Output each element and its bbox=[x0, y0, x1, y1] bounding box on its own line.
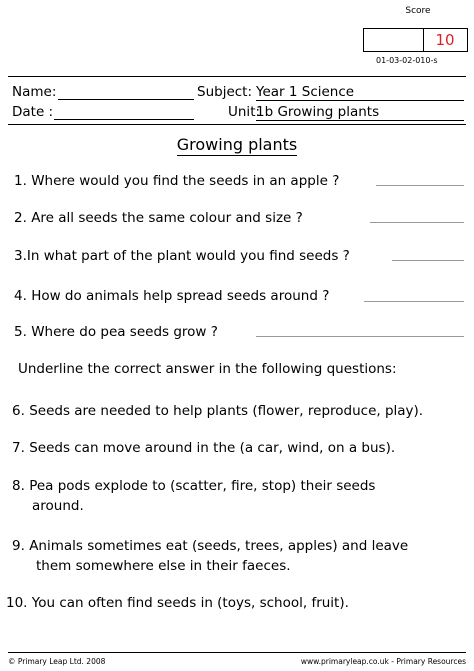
unit-label: Unit: bbox=[228, 104, 261, 120]
answer-line-3[interactable] bbox=[392, 247, 464, 261]
question-5: 5. Where do pea seeds grow ? bbox=[14, 324, 218, 340]
answer-line-1[interactable] bbox=[376, 172, 464, 186]
mc-question-8: 8. Pea pods explode to (scatter, fire, stop) their seeds bbox=[12, 478, 376, 494]
answer-line-5[interactable] bbox=[256, 323, 464, 337]
instruction-text: Underline the correct answer in the following questions: bbox=[18, 361, 397, 377]
answer-line-4[interactable] bbox=[364, 288, 464, 302]
score-box bbox=[363, 28, 468, 52]
answer-line-2[interactable] bbox=[370, 209, 464, 223]
mc-question-6: 6. Seeds are needed to help plants (flower, reproduce, play). bbox=[12, 403, 424, 419]
subject-value: Year 1 Science bbox=[256, 84, 464, 101]
header-rule-bottom bbox=[8, 124, 466, 125]
question-2: 2. Are all seeds the same colour and size ? bbox=[14, 210, 303, 226]
question-4: 4. How do animals help spread seeds around ? bbox=[14, 288, 330, 304]
mc-question-10: 10. You can often find seeds in (toys, school, fruit). bbox=[6, 595, 349, 611]
score-value: 10 bbox=[435, 31, 455, 49]
name-field[interactable] bbox=[58, 85, 194, 100]
question-3: 3.In what part of the plant would you find seeds ? bbox=[14, 248, 350, 264]
worksheet-title: Growing plants bbox=[176, 135, 298, 154]
date-field[interactable] bbox=[54, 105, 194, 120]
footer-rule bbox=[8, 652, 466, 653]
question-1: 1. Where would you find the seeds in an apple ? bbox=[14, 173, 340, 189]
name-label: Name: bbox=[12, 84, 57, 100]
mc-question-9-cont: them somewhere else in their faeces. bbox=[36, 558, 291, 574]
score-label: Score bbox=[405, 6, 431, 16]
subject-label: Subject: bbox=[197, 84, 253, 100]
mc-question-8-cont: around. bbox=[32, 498, 84, 514]
mc-question-7: 7. Seeds can move around in the (a car, wind, on a bus). bbox=[12, 440, 396, 456]
footer-copyright: © Primary Leap Ltd. 2008 bbox=[8, 657, 106, 666]
header-rule-top bbox=[8, 76, 466, 77]
footer-website: www.primaryleap.co.uk - Primary Resources bbox=[300, 657, 466, 666]
worksheet-code: 01-03-02-010-s bbox=[376, 56, 438, 65]
unit-value: 1b Growing plants bbox=[256, 104, 464, 121]
date-label: Date : bbox=[12, 104, 54, 120]
mc-question-9: 9. Animals sometimes eat (seeds, trees, apples) and leave bbox=[12, 538, 409, 554]
